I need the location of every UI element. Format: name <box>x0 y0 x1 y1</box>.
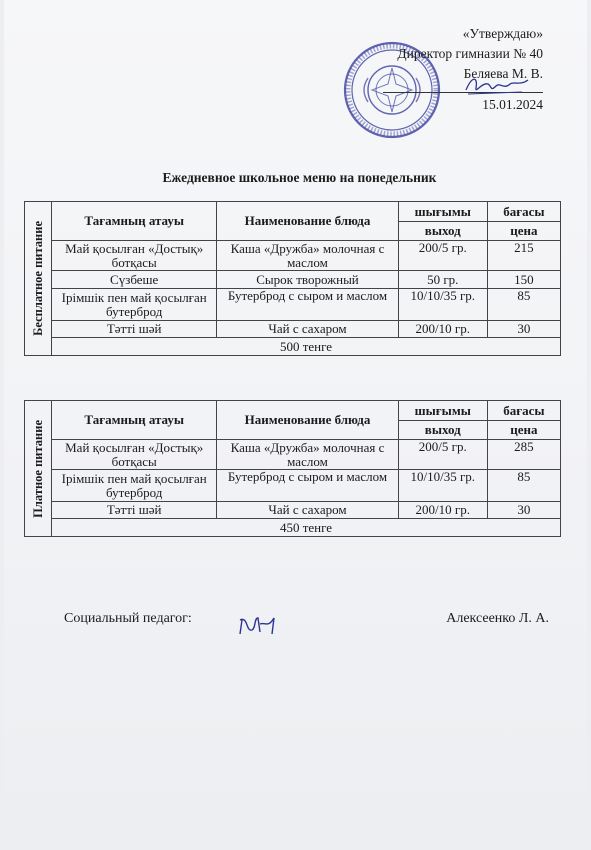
header-price-ru: цена <box>487 421 560 440</box>
dish-yield: 10/10/35 гр. <box>398 470 487 502</box>
dish-price: 215 <box>487 241 560 271</box>
table-row <box>25 470 561 502</box>
pedagogue-signature-icon <box>236 610 282 638</box>
table-header-row <box>25 401 561 421</box>
approval-block <box>343 24 543 115</box>
dish-yield: 200/10 гр. <box>398 321 487 338</box>
dish-price: 30 <box>487 321 560 338</box>
dish-name-kz: Ірімшік пен май қосылған бутерброд <box>52 289 217 321</box>
dish-price: 285 <box>487 440 560 470</box>
dish-name-kz: Май қосылған «Достық» ботқасы <box>52 440 217 470</box>
total-row <box>25 519 561 537</box>
total-row <box>25 338 561 356</box>
header-price-kz: бағасы <box>487 401 560 421</box>
dish-name-kz: Тәтті шәй <box>52 502 217 519</box>
dish-name-ru: Бутерброд с сыром и маслом <box>217 289 398 321</box>
table-row <box>25 271 561 289</box>
approval-position: Директор гимназии № 40 <box>397 46 543 61</box>
social-pedagogue-label: Социальный педагог: <box>64 611 192 626</box>
dish-name-ru: Чай с сахаром <box>217 321 398 338</box>
dish-yield: 200/10 гр. <box>398 502 487 519</box>
dish-yield: 50 гр. <box>398 271 487 289</box>
dish-name-kz: Май қосылған «Достық» ботқасы <box>52 241 217 271</box>
dish-name-ru: Чай с сахаром <box>217 502 398 519</box>
table-row <box>25 241 561 271</box>
dish-name-ru: Сырок творожный <box>217 271 398 289</box>
header-name-kz: Тағамның атауы <box>52 202 217 241</box>
dish-price: 30 <box>487 502 560 519</box>
dish-price: 85 <box>487 470 560 502</box>
director-signature-icon <box>462 72 532 98</box>
free-meal-total: 500 тенге <box>52 338 561 356</box>
paid-meal-side-label: Платное питание <box>25 401 52 537</box>
table-row <box>25 502 561 519</box>
dish-yield: 200/5 гр. <box>398 241 487 271</box>
document-page <box>4 0 587 850</box>
header-name-ru: Наименование блюда <box>217 401 398 440</box>
table-row <box>25 321 561 338</box>
header-price-kz: бағасы <box>487 202 560 222</box>
table-header-row <box>25 202 561 222</box>
dish-name-ru: Каша «Дружба» молочная с маслом <box>217 241 398 271</box>
approval-name: Беляева М. В. <box>463 66 543 81</box>
dish-name-kz: Сүзбеше <box>52 271 217 289</box>
free-meal-side-label: Бесплатное питание <box>25 202 52 356</box>
header-price-ru: цена <box>487 222 560 241</box>
paid-meal-table <box>24 400 561 537</box>
header-yield-kz: шығымы <box>398 202 487 222</box>
dish-yield: 200/5 гр. <box>398 440 487 470</box>
dish-price: 150 <box>487 271 560 289</box>
table-row <box>25 289 561 321</box>
paid-meal-total: 450 тенге <box>52 519 561 537</box>
dish-name-ru: Каша «Дружба» молочная с маслом <box>217 440 398 470</box>
approval-heading: «Утверждаю» <box>462 26 543 41</box>
header-name-ru: Наименование блюда <box>217 202 398 241</box>
header-yield-kz: шығымы <box>398 401 487 421</box>
approval-date: 15.01.2024 <box>383 92 543 115</box>
dish-name-kz: Ірімшік пен май қосылған бутерброд <box>52 470 217 502</box>
social-pedagogue-name: Алексеенко Л. А. <box>446 611 549 626</box>
header-name-kz: Тағамның атауы <box>52 401 217 440</box>
page-title: Ежедневное школьное меню на понедельник <box>162 170 437 185</box>
dish-name-ru: Бутерброд с сыром и маслом <box>217 470 398 502</box>
header-yield-ru: выход <box>398 421 487 440</box>
table-row <box>25 440 561 470</box>
dish-yield: 10/10/35 гр. <box>398 289 487 321</box>
dish-name-kz: Тәтті шәй <box>52 321 217 338</box>
free-meal-table <box>24 201 561 356</box>
header-yield-ru: выход <box>398 222 487 241</box>
dish-price: 85 <box>487 289 560 321</box>
